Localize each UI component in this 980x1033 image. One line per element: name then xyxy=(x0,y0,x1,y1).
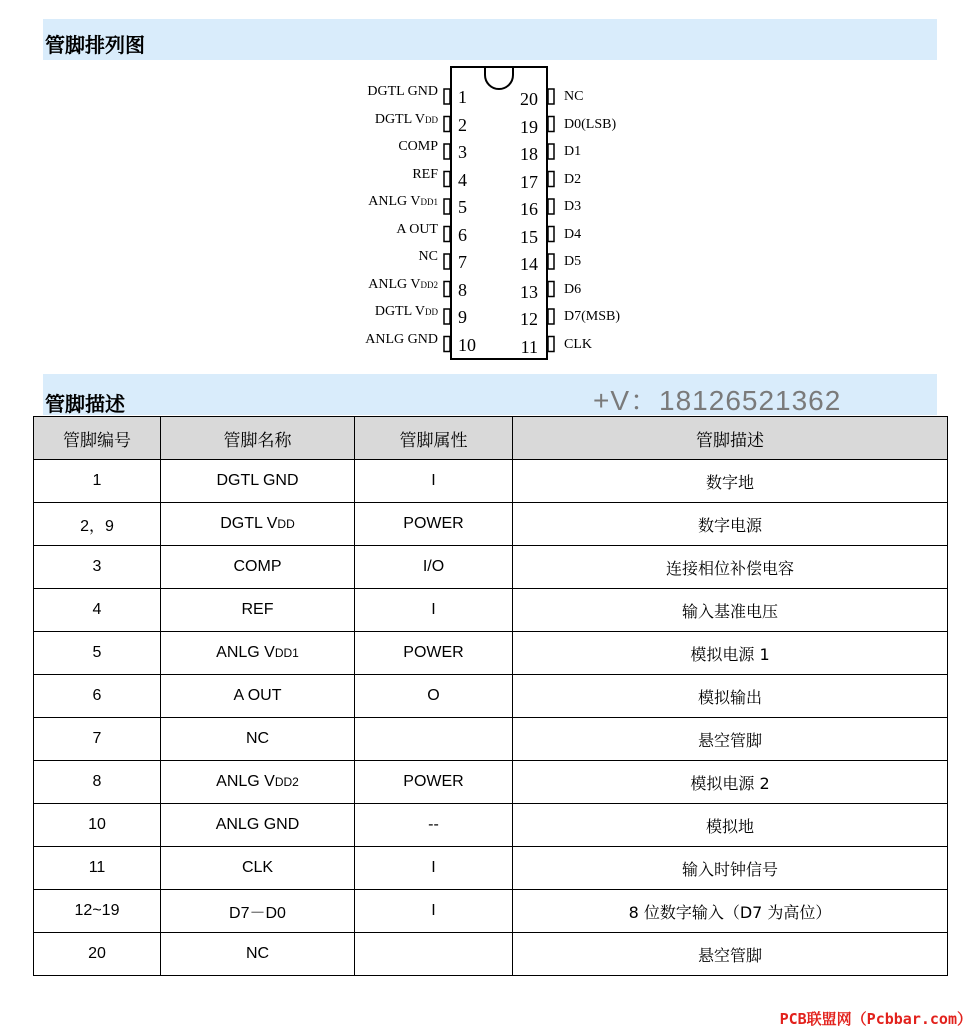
table-row xyxy=(34,890,948,933)
pin-number: 15 xyxy=(520,226,538,247)
pin-label: D7(MSB) xyxy=(564,309,621,324)
cell-pin-description: 连接相位补偿电容 xyxy=(513,546,948,589)
cell-pin-name: REF xyxy=(161,589,355,632)
pin-label: D5 xyxy=(564,254,582,269)
cell-pin-name: ANLG GND xyxy=(161,804,355,847)
pin-number: 8 xyxy=(458,279,467,300)
cell-pin-description: 输入时钟信号 xyxy=(513,847,948,890)
cell-pin-attribute: POWER xyxy=(355,632,513,675)
pin-stub xyxy=(444,309,450,324)
pin-stub xyxy=(548,117,554,132)
pin-stub xyxy=(548,172,554,187)
pin-number: 18 xyxy=(520,144,538,164)
table-row xyxy=(34,847,948,890)
pin-number: 11 xyxy=(520,336,538,357)
cell-pin-number: 11 xyxy=(34,847,161,890)
table-row xyxy=(34,761,948,804)
pin-number: 1 xyxy=(458,87,467,107)
pin-stub xyxy=(444,337,450,352)
pin-label: D3 xyxy=(564,199,582,214)
pin-label: DGTL GND xyxy=(367,84,438,99)
cell-pin-number: 3 xyxy=(34,546,161,589)
cell-pin-number: 12~19 xyxy=(34,890,161,933)
table-row xyxy=(34,632,948,675)
pin-number: 3 xyxy=(458,142,467,162)
pin-number: 12 xyxy=(520,309,538,329)
pin-label: CLK xyxy=(564,336,592,352)
cell-pin-number: 10 xyxy=(34,804,161,847)
cell-pin-attribute: POWER xyxy=(355,761,513,804)
pin-stub xyxy=(548,337,554,352)
cell-pin-number: 4 xyxy=(34,589,161,632)
cell-pin-number: 5 xyxy=(34,632,161,675)
table-row xyxy=(34,546,948,589)
pin-stub xyxy=(548,199,554,214)
cell-pin-description: 悬空管脚 xyxy=(513,933,948,976)
cell-pin-attribute xyxy=(355,933,513,976)
cell-pin-description: 模拟电源 1 xyxy=(513,632,948,675)
cell-pin-attribute: POWER xyxy=(355,503,513,546)
header-pin-attribute: 管脚属性 xyxy=(355,417,513,460)
pin-label: D2 xyxy=(564,171,582,187)
cell-pin-number: 6 xyxy=(34,675,161,718)
pin-number: 7 xyxy=(458,252,467,272)
pin-label: D1 xyxy=(564,144,582,159)
header-pin-name: 管脚名称 xyxy=(161,417,355,460)
table-row xyxy=(34,933,948,976)
pin-stub xyxy=(548,144,554,159)
cell-pin-name: A OUT xyxy=(161,675,355,718)
cell-pin-description: 8 位数字输入（D7 为高位） xyxy=(513,890,948,933)
cell-pin-attribute: I xyxy=(355,460,513,503)
pin-stub xyxy=(548,309,554,324)
pin-description-table xyxy=(33,416,948,976)
cell-pin-name: NC xyxy=(161,933,355,976)
pin-label: NC xyxy=(418,249,438,264)
pin-stub xyxy=(548,282,554,297)
pin-label: NC xyxy=(564,89,584,104)
cell-pin-name: ANLG VDD1 xyxy=(161,632,355,675)
pin-label: DGTL VDD xyxy=(374,111,438,127)
pin-number: 4 xyxy=(458,169,467,190)
pin-label: D0(LSB) xyxy=(564,116,617,132)
pin-label: ANLG VDD2 xyxy=(368,276,438,292)
cell-pin-name: DGTL VDD xyxy=(161,503,355,546)
cell-pin-number: 8 xyxy=(34,761,161,804)
pin-stub xyxy=(444,117,450,132)
cell-pin-number: 20 xyxy=(34,933,161,976)
pin-label: A OUT xyxy=(396,221,438,237)
cell-pin-description: 悬空管脚 xyxy=(513,718,948,761)
pin-label: D6 xyxy=(564,281,582,297)
cell-pin-number: 7 xyxy=(34,718,161,761)
cell-pin-name: D7－D0 xyxy=(161,890,355,933)
cell-pin-name: COMP xyxy=(161,546,355,589)
pin-number: 19 xyxy=(520,116,538,137)
cell-pin-description: 模拟地 xyxy=(513,804,948,847)
cell-pin-description: 输入基准电压 xyxy=(513,589,948,632)
cell-pin-name: CLK xyxy=(161,847,355,890)
section-header-description xyxy=(43,374,937,415)
pin-stub xyxy=(444,199,450,214)
table-row xyxy=(34,589,948,632)
pin-stub xyxy=(548,254,554,269)
cell-pin-attribute: -- xyxy=(355,804,513,847)
pinout-diagram xyxy=(330,62,650,364)
pin-stub xyxy=(548,227,554,242)
cell-pin-attribute: I xyxy=(355,890,513,933)
table-row xyxy=(34,675,948,718)
pin-number: 13 xyxy=(520,281,538,302)
cell-pin-attribute: I xyxy=(355,847,513,890)
contact-text: +V：18126521362 xyxy=(593,385,842,416)
cell-pin-number: 2，9 xyxy=(34,503,161,546)
pin-label: ANLG VDD1 xyxy=(368,194,438,209)
cell-pin-name: ANLG VDD2 xyxy=(161,761,355,804)
pin-stub xyxy=(444,254,450,269)
cell-pin-name: DGTL GND xyxy=(161,460,355,503)
pin-stub xyxy=(444,89,450,104)
pin-stub xyxy=(444,282,450,297)
cell-pin-attribute xyxy=(355,718,513,761)
cell-pin-attribute: O xyxy=(355,675,513,718)
pin-number: 10 xyxy=(458,334,476,355)
pin-label: REF xyxy=(412,166,438,182)
pin-number: 6 xyxy=(458,224,467,245)
pin-stub xyxy=(444,227,450,242)
cell-pin-number: 1 xyxy=(34,460,161,503)
pin-label: COMP xyxy=(398,139,438,154)
table-row xyxy=(34,718,948,761)
cell-pin-description: 模拟输出 xyxy=(513,675,948,718)
pin-number: 16 xyxy=(520,199,538,219)
pin-number: 9 xyxy=(458,307,467,327)
cell-pin-description: 数字电源 xyxy=(513,503,948,546)
table-row xyxy=(34,503,948,546)
table-header-row xyxy=(34,417,948,460)
footer-watermark: PCB联盟网（Pcbbar.com） xyxy=(779,1010,972,1028)
header-pin-number: 管脚编号 xyxy=(34,417,161,460)
section-header-pinout xyxy=(43,19,937,60)
cell-pin-description: 数字地 xyxy=(513,460,948,503)
pin-stub xyxy=(444,144,450,159)
header-pin-description: 管脚描述 xyxy=(513,417,948,460)
pin-number: 5 xyxy=(458,197,467,217)
cell-pin-attribute: I/O xyxy=(355,546,513,589)
pin-label: DGTL VDD xyxy=(374,304,438,319)
pin-stub xyxy=(444,172,450,187)
cell-pin-description: 模拟电源 2 xyxy=(513,761,948,804)
pin-number: 20 xyxy=(520,89,538,109)
pin-number: 17 xyxy=(520,171,538,192)
pin-stub xyxy=(548,89,554,104)
pin-number: 14 xyxy=(520,254,538,274)
pin-label: ANLG GND xyxy=(365,331,438,347)
cell-pin-name: NC xyxy=(161,718,355,761)
section-title: 管脚描述 xyxy=(45,392,125,416)
section-title: 管脚排列图 xyxy=(45,33,145,57)
table-row xyxy=(34,460,948,503)
cell-pin-attribute: I xyxy=(355,589,513,632)
pin-label: D4 xyxy=(564,226,582,242)
table-row xyxy=(34,804,948,847)
pin-number: 2 xyxy=(458,114,467,135)
